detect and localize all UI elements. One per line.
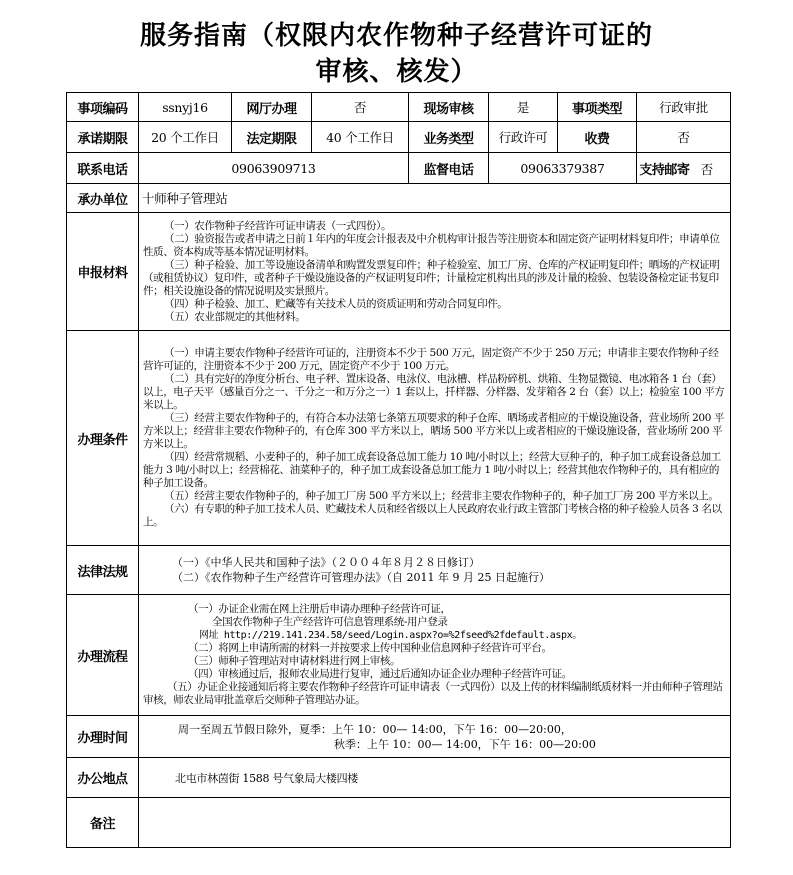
code-label: 事项编码 bbox=[67, 93, 139, 122]
process-url: 网址 http://219.141.234.58/seed/Login.aspx?o=%2fseed%2fdefault.aspx。 bbox=[199, 630, 582, 641]
process-step: （三）师种子管理站对申请材料进行网上审核。 bbox=[188, 655, 401, 667]
remarks-label: 备注 bbox=[67, 798, 139, 848]
onsite-value: 是 bbox=[489, 93, 558, 122]
mail-value: 否 bbox=[700, 161, 713, 177]
conditions-label: 办理条件 bbox=[67, 331, 139, 546]
process-system-name: 全国农作物种子生产经营许可信息管理系统-用户登录 bbox=[212, 616, 448, 628]
process-step: （四）审核通过后，报师农业局进行复审，通过后通知办证企业办理种子经营许可证。 bbox=[188, 668, 572, 680]
conditions-item: （一）申请主要农作物种子经营许可证的，注册资本不少于 500 万元，固定资产不少于 250 万元；申请非主要农作物种子经营许可证的，注册资本不少于 200 万元，固定资产不少于 100 万元。 bbox=[143, 347, 719, 372]
code-value: ssnyj16 bbox=[139, 93, 232, 122]
online-value: 否 bbox=[312, 93, 409, 122]
service-guide-table bbox=[66, 92, 731, 848]
conditions-item: （六）有专职的种子加工技术人员、贮藏技术人员和经省级以上人民政府农业行政主管部门考核合格的种子检验人员各 3 名以上。 bbox=[143, 503, 722, 528]
conditions-content bbox=[139, 331, 731, 546]
process-step: （五）办证企业接通知后将主要农作物种子经营许可证申请表（一式四份）以及上传的材料编制纸质材料一并由师种子管理站审核，师农业局审批盖章后交师种子管理站办证。 bbox=[143, 681, 723, 706]
materials-item: （四）种子检验、加工、贮藏等有关技术人员的资质证明和劳动合同复印件。 bbox=[164, 297, 508, 310]
promise-label: 承诺期限 bbox=[67, 122, 139, 153]
process-step: （一）办证企业需在网上注册后申请办理种子经营许可证， bbox=[188, 603, 451, 615]
row-hours bbox=[67, 716, 731, 758]
hours-content bbox=[139, 716, 731, 758]
phone-label: 联系电话 bbox=[67, 153, 139, 184]
law-item: （二）《农作物种子生产经营许可管理办法》（自 2011 年 9 月 25 日起施行） bbox=[172, 571, 550, 584]
legal-label: 法定期限 bbox=[232, 122, 312, 153]
page-title bbox=[0, 18, 793, 90]
remarks-value bbox=[139, 798, 731, 848]
conditions-item: （二）具有完好的净度分析台、电子秤、置床设备、电泳仪、电泳槽、样品粉碎机、烘箱、生物显微镜、电冰箱各 1 台（套）以上，电子天平（感量百分之一、千分之一和万分之一）1 套以上，扦样器、分样器、发芽箱各 2 台（套）以上；检验室 100 平方米以上。 bbox=[143, 373, 725, 411]
legal-value: 40 个工作日 bbox=[312, 122, 409, 153]
hours-label: 办理时间 bbox=[67, 716, 139, 758]
phone-value: 09063909713 bbox=[139, 153, 409, 184]
address-label: 办公地点 bbox=[67, 758, 139, 798]
laws-label: 法律法规 bbox=[67, 546, 139, 595]
process-label: 办理流程 bbox=[67, 595, 139, 716]
row-laws bbox=[67, 546, 731, 595]
type-value: 行政审批 bbox=[637, 93, 731, 122]
title-line-1: 服务指南（权限内农作物种子经营许可证的 bbox=[139, 21, 653, 51]
title-line-2: 审核、核发） bbox=[315, 57, 478, 87]
biz-value: 行政许可 bbox=[489, 122, 558, 153]
materials-label: 申报材料 bbox=[67, 213, 139, 331]
row-basic-2 bbox=[67, 122, 731, 153]
unit-value: 十师种子管理站 bbox=[139, 184, 731, 213]
materials-item: （五）农业部规定的其他材料。 bbox=[164, 310, 306, 323]
row-process bbox=[67, 595, 731, 716]
supervise-label: 监督电话 bbox=[409, 153, 489, 184]
process-content bbox=[139, 595, 731, 716]
online-label: 网厅办理 bbox=[232, 93, 312, 122]
row-remarks bbox=[67, 798, 731, 848]
type-label: 事项类型 bbox=[558, 93, 637, 122]
address-value: 北屯市林茵街 1588 号气象局大楼四楼 bbox=[139, 758, 731, 798]
promise-value: 20 个工作日 bbox=[139, 122, 232, 153]
biz-label: 业务类型 bbox=[409, 122, 489, 153]
row-conditions bbox=[67, 331, 731, 546]
row-unit bbox=[67, 184, 731, 213]
onsite-label: 现场审核 bbox=[409, 93, 489, 122]
supervise-value: 09063379387 bbox=[489, 153, 637, 184]
hours-line: 周一至周五节假日除外，夏季：上午 10：00— 14:00，下午 16：00—20:00， bbox=[178, 722, 572, 736]
mail-label: 支持邮寄 bbox=[639, 162, 690, 178]
conditions-item: （三）经营主要农作物种子的，有符合本办法第七条第五项要求的种子仓库、晒场或者相应的干燥设施设备，营业场所 200 平方米以上；经营非主要农作物种子的，有仓库 300 平方米以上，晒场 500 平方米以上或者相应的干燥设施设备，营业场所 200 平方米以上。 bbox=[143, 412, 725, 450]
unit-label: 承办单位 bbox=[67, 184, 139, 213]
conditions-item: （五）经营主要农作物种子的，种子加工厂房 500 平方米以上；经营非主要农作物种子的，种子加工厂房 200 平方米以上。 bbox=[164, 490, 719, 502]
row-basic-3 bbox=[67, 153, 731, 184]
fee-label: 收费 bbox=[558, 122, 637, 153]
row-basic-1 bbox=[67, 93, 731, 122]
materials-content bbox=[139, 213, 731, 331]
materials-item: （一）农作物种子经营许可证申请表（一式四份）。 bbox=[164, 219, 392, 232]
fee-value: 否 bbox=[637, 122, 731, 153]
row-materials bbox=[67, 213, 731, 331]
mail-cell bbox=[637, 153, 731, 184]
materials-item: （二）验资报告或者申请之日前１年内的年度会计报表及中介机构审计报告等注册资本和固定资产证明材料复印件；申请单位性质、资本构成等基本情况证明材料。 bbox=[143, 232, 720, 258]
conditions-item: （四）经营常规稻、小麦种子的，种子加工成套设备总加工能力 10 吨/小时以上；经营大豆种子的，种子加工成套设备总加工能力 3 吨/小时以上；经营棉花、油菜种子的，种子加工成套设备总加工能力 1 吨/小时以上；经营其他农作物种子的，具有相应的种子加工设备。 bbox=[143, 451, 721, 489]
materials-item: （三）种子检验、加工等设施设备清单和购置发票复印件；种子检验室、加工厂房、仓库的产权证明复印件；晒场的产权证明（或租赁协议）复印件，或者种子干燥设施设备的产权证明复印件；计量检定机构出具的涉及计量的检验、包装设备检定证书复印件；相关设施设备的情况说明及实景照片。 bbox=[143, 258, 720, 297]
laws-content bbox=[139, 546, 731, 595]
hours-line: 秋季：上午 10：00— 14:00，下午 16：00—20:00 bbox=[334, 737, 596, 751]
law-item: （一）《中华人民共和国种子法》（２００４年８月２８日修订） bbox=[172, 556, 480, 569]
row-address bbox=[67, 758, 731, 798]
process-step: （二）将网上申请所需的材料一并按要求上传中国种业信息网种子经营许可平台。 bbox=[188, 642, 552, 654]
